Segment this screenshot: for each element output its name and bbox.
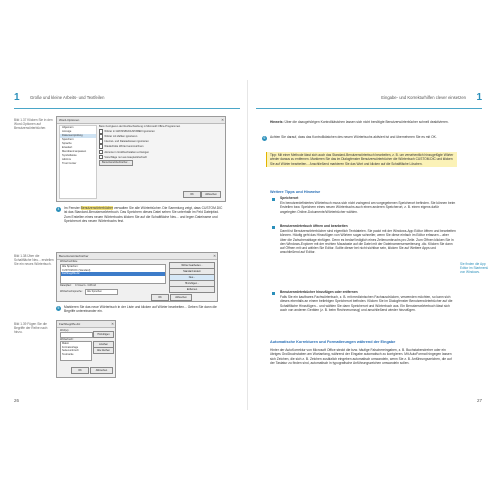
- sidebar-item[interactable]: Menüband anpassen: [62, 150, 87, 153]
- file-path-label: Dateipfad:: [60, 284, 72, 287]
- right-page: [248, 0, 496, 496]
- list-item[interactable]: Formatvorlage: [62, 345, 79, 349]
- bullet-3-title: Benutzerwörterbücher hinzufügen oder entfernen: [280, 290, 358, 294]
- caption-3: Bild 1.39 Fügen Sie die Begriffe der Reihe nach hinzu.: [14, 322, 48, 335]
- custom-dictionaries-button[interactable]: Benutzerwörterbücher...: [99, 160, 133, 166]
- cancel-button[interactable]: Abbrechen: [90, 367, 113, 374]
- checkbox[interactable]: [99, 144, 103, 148]
- margin-note: Sie finden die App Editor im Startmenü von Windows.: [460, 262, 489, 275]
- left-header-title: Große und kleine Arbeits- und Textfeilen: [30, 95, 105, 100]
- bullet-marker: [272, 292, 275, 295]
- checkbox[interactable]: [99, 129, 103, 133]
- list-item[interactable]: Textmarke: [62, 352, 74, 356]
- bullet-1-text: Ein benutzerdefiniertes Wörterbuch muss sich nicht zwingend am vorgegebenen Speicherort befinden. Sie können beim Erstellen bzw. Speichern eines neuen Wörterbuchs auch einen anderen Speicherort, z. B. einen eigens dafür angelegten Online-Dokumente/Wörterbücher wählen.: [280, 201, 456, 214]
- bullet-3-text: Falls Sie ein kaufbares Fachwörterbuch, z. B. mit medizinischen Fachausdrücken, verwenden möchten, so kann sich dieses ebenfalls an einem beliebigen Speicherort befinden. Klicken Sie im Dialogfenster Benutzerwörterbücher auf die Schaltfläche Hinzufügen... und wählen Sie dann Speicherort und Wörterbuch aus. Ein Benutzerwörterbuch lässt sich auch von anderen Geräten (z. B. beim Rechnerumzug) und anschließend wieder hinzufügen.: [280, 295, 453, 312]
- cancel-button[interactable]: Abbrechen: [201, 191, 221, 198]
- step-4-text: Im Fenster Benutzerwörterbücher verwalten Sie alle Wörterbücher. Die Sammlung zeigt, dass CUSTOM.DIC ist das Standard-Benutzerwörterbuch. Das Speichern dieses Datei sehen Sie unterhalb im Feld Dateipfad. Zum Erstellen eines neuen Wörterbuchs klicken Sie auf die Schaltfläche Neu... und legen Dateiname und Speicherort des neuen Wörterbuchs fest.: [64, 206, 223, 223]
- add-button[interactable]: Hinzufügen...: [169, 280, 215, 287]
- list-item[interactable]: Alle Sprachen:: [62, 265, 79, 268]
- remove-button[interactable]: Entfernen: [169, 286, 215, 293]
- close-icon: ✕: [213, 254, 216, 258]
- left-header: [14, 94, 240, 109]
- option-label: Wiederholte Wörter kennzeichnen: [104, 145, 144, 149]
- tip-box: Tipp: Mit einer Methode lässt sich auch das Standard-Benutzerwörterbuch bearbeiten, z. B. um versehentlich hinzugefügte Wörter wieder daraus zu entfernen. Markieren Sie das im Dialogfenster Benutzerwörterbücher die Wörterbuch CUSTOM.DIC und klicken Sie auf Wörter bearbeiten... Anschließend markieren Sie das Wort und klicken auf die Schaltfläche Löschen.: [266, 152, 457, 167]
- right-header: [256, 94, 482, 109]
- option-label: Wörter in GROSSBUCHSTABEN ignorieren: [104, 130, 155, 134]
- word-options-screenshot: [56, 116, 226, 202]
- dictionary-language-select[interactable]: Alle Sprachen: [85, 289, 118, 295]
- dictionary-label: Wörterbuch:: [60, 338, 74, 341]
- sidebar-item[interactable]: Trust Center: [62, 162, 77, 165]
- word-label: Wort(e):: [60, 329, 69, 332]
- caption-1: Bild 1.37 Klicken Sie in den Word-Optionen auf Benutzerwörterbücher.: [14, 118, 53, 131]
- right-chapter-number: 1: [476, 92, 482, 103]
- word-options-title: Word-Optionen: [57, 117, 225, 124]
- close-icon: ✕: [221, 118, 224, 122]
- sidebar-item[interactable]: Allgemein: [62, 126, 74, 129]
- custom-dictionaries-title: Benutzerwörterbücher: [57, 253, 217, 260]
- checkbox[interactable]: [99, 139, 103, 143]
- change-default-button[interactable]: Standard ändern: [169, 268, 215, 275]
- custom-dictionaries-screenshot: [56, 252, 218, 302]
- sidebar-item[interactable]: Sprache: [62, 142, 72, 145]
- delete-all-button[interactable]: Alle löschen: [93, 347, 114, 354]
- right-header-title: Eingabe- und Korrekturhilfen clever einsetzen: [381, 95, 466, 100]
- option-label: Akzente in Großbuchstaben erzwingen: [104, 150, 150, 154]
- ok-button[interactable]: OK: [71, 367, 89, 374]
- step-6-marker: 6: [263, 136, 266, 140]
- caption-2: Bild 1.38 Über die Schaltfläche Neu... erstellen Sie ein neues Wörterbuch.: [14, 254, 54, 267]
- bullet-marker: [272, 198, 275, 201]
- dictionary-list-label: Wörterbuchliste: [60, 260, 78, 263]
- ok-button[interactable]: OK: [183, 191, 201, 198]
- section-heading-tips: Weitere Tipps und Hinweise: [270, 190, 321, 194]
- new-button[interactable]: Neu...: [169, 274, 215, 281]
- bullet-marker: [272, 226, 275, 229]
- dictionary-language-label: Wörterbuchsprache:: [60, 290, 83, 293]
- option-label: Wörter mit Zahlen ignorieren: [104, 135, 138, 139]
- sidebar-item[interactable]: Anzeige: [62, 130, 72, 133]
- step-6-text: Achten Sie darauf, dass das Kontrollkästchen des neuen Wörterbuchs aktiviert ist und übernehmen Sie es mit OK.: [270, 135, 437, 139]
- step-5-marker: 5: [57, 306, 60, 310]
- file-path-value: C:\Users\...\UProof: [75, 284, 96, 287]
- word-list-title: Fachbegriffe.dic: [57, 321, 115, 328]
- section-heading-autocorrect: Automatische Korrekturen und Formatierungen während der Eingabe: [270, 340, 396, 344]
- bullet-1-title: Speicherort: [280, 196, 299, 200]
- bullet-2-text: Damit ist Benutzerwörterbücher sind eigentlich Textdateien. Sie packt mit der Windows-App Editor öffnen und bearbeiten können. Häufig geht das Hinzufügen von Wörtern sogar schneller, wenn Sie diese einfach im Editor erfassen – aber über die Zwischenablage einfügen. Denn es bedarf lediglich eines Zeilenumbruchs pro Zeile. Zum Öffnen klicken Sie in den Windows-Explorer mit der rechten Maustaste auf die Datei mit der Dateinamenserweiterung .dic. Klicken Sie dann auf Öffnen mit und wählen Sie Editor. Sollte dieser bei nicht sichtbar sein, klicken Sie auf Weitere Apps und anschließend auf Editor.: [280, 229, 456, 255]
- highlight-term: Benutzerwörterbücher: [80, 206, 114, 210]
- sidebar-item[interactable]: Erweitert: [62, 146, 73, 149]
- word-list[interactable]: [60, 341, 92, 361]
- options-sidebar: [59, 125, 97, 199]
- sidebar-item[interactable]: Symbolleiste: [62, 154, 77, 157]
- left-page-number: 26: [14, 398, 20, 403]
- close-icon: ✕: [111, 322, 114, 326]
- step-4-marker: 4: [57, 207, 60, 211]
- autocorrect-paragraph: Hinter der AutoKorrektur von Microsoft Office steckt die bzw. häufige Falschereingaben, z. B. Buchstabendreher oder ein übriges Großbuchstaben am Wortanfang, während der Eingabe automatisch zu korrigieren. Mit AutoFormat hingegen lassen sich Zeichen, die sich z. B. Zeichen zusätzlich eingeben automatisch umwandeln, wenn Sie z. B. Anführungszeichen, die auf der Tastatur zu finden sind, automatisch in typografische Anführungszeichen umwandeln sollen.: [270, 348, 452, 365]
- dictionary-list[interactable]: [60, 264, 166, 284]
- right-page-number: 27: [476, 398, 482, 403]
- ok-button[interactable]: OK: [151, 294, 169, 301]
- left-chapter-number: 1: [14, 92, 20, 103]
- sidebar-item[interactable]: Speichern: [62, 138, 74, 141]
- edit-words-button[interactable]: Wörter bearbeiten...: [169, 262, 215, 269]
- sidebar-item-selected[interactable]: Dokumentprüfung: [60, 134, 96, 138]
- cancel-button[interactable]: Abbrechen: [170, 294, 192, 301]
- list-item[interactable]: Seitenumbruch: [62, 349, 79, 353]
- add-word-button[interactable]: Hinzufügen: [93, 331, 114, 338]
- list-item[interactable]: CUSTOM.DIC (Standard): [62, 268, 91, 272]
- options-pane: [99, 125, 223, 199]
- word-list-screenshot: [56, 320, 116, 378]
- checkbox[interactable]: [99, 150, 103, 154]
- delete-word-button[interactable]: Löschen: [93, 341, 114, 348]
- hinweis-text: Hinweis: Über die dazugehörigen Kontrollkästchen lassen sich nicht benötigte Benutzerwörterbücher schnell deaktivieren.: [270, 120, 449, 124]
- bullet-2-title: Benutzerwörterbuch öffnen und bearbeiten: [280, 224, 348, 228]
- list-item[interactable]: Makro: [62, 342, 69, 345]
- checkbox[interactable]: [99, 134, 103, 138]
- step-5-text: Markieren Sie das neue Wörterbuch in der Liste und klicken auf Wörter bearbeiten... Geben Sie dann die Begriffe untereinander ein.: [64, 305, 217, 314]
- sidebar-item[interactable]: Add-Ins: [62, 158, 71, 161]
- checkbox[interactable]: [99, 155, 103, 159]
- list-item-selected[interactable]: Fachbegriffe.dic: [61, 272, 165, 276]
- options-heading: Beim Korrigieren der Rechtschreibung in Microsoft Office-Programmen: [99, 125, 181, 128]
- option-label: Vorschläge nur aus Hauptwörterbuch: [104, 155, 148, 159]
- option-label: Internet- und Dateiadressen ignorieren: [104, 140, 149, 144]
